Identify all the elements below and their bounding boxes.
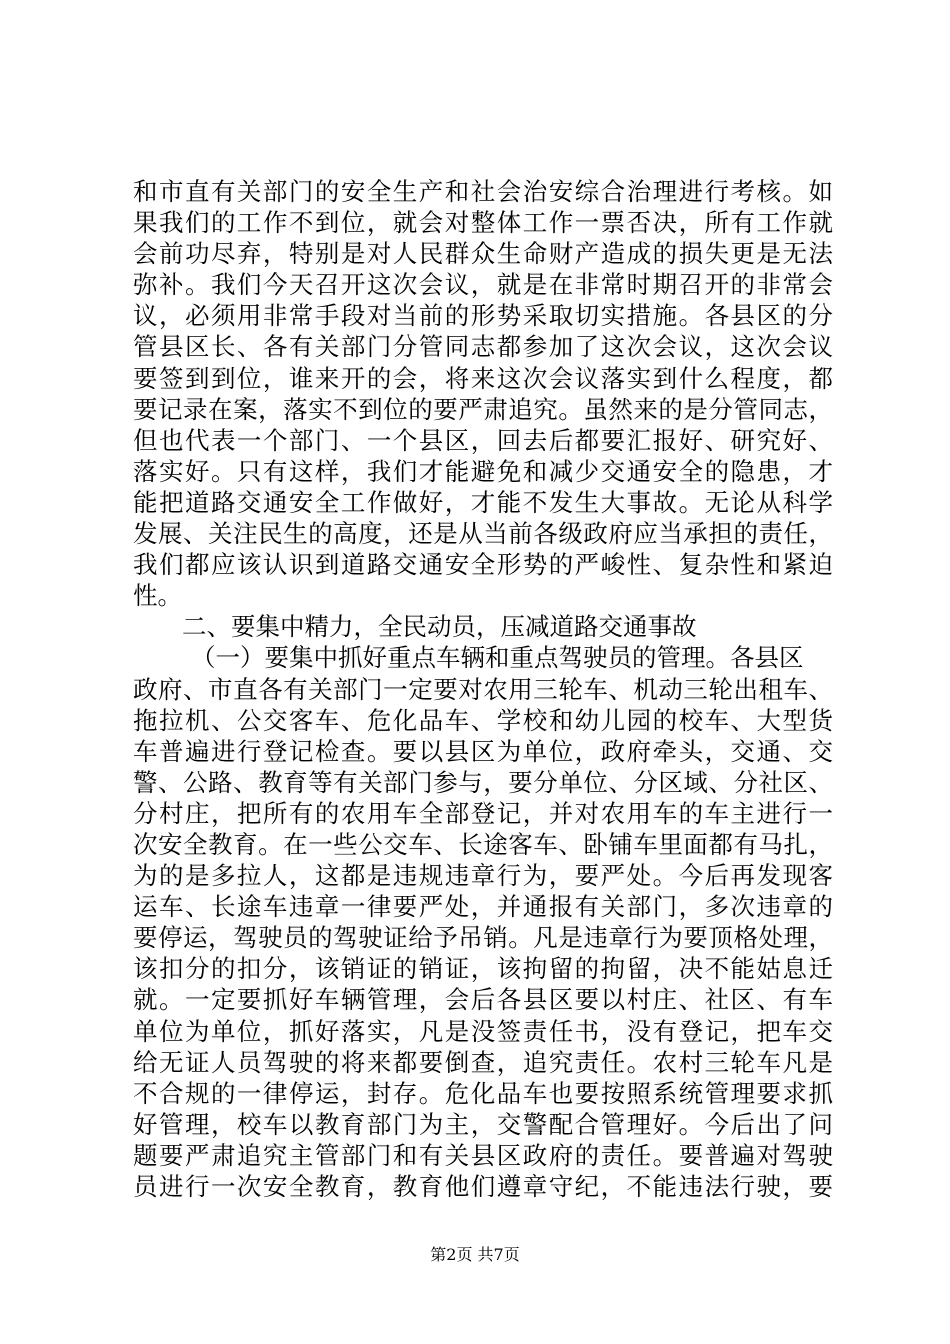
text-line: 要停运，驾驶员的驾驶证给予吊销。凡是违章行为要顶格处理，: [133, 923, 833, 953]
page-number-footer: 第2页 共7页: [430, 1245, 520, 1264]
text-line: 该扣分的扣分，该销证的销证，该拘留的拘留，决不能姑息迁: [133, 954, 833, 984]
text-line: 会前功尽弃，特别是对人民群众生命财产造成的损失更是无法: [133, 239, 833, 269]
text-line: 就。一定要抓好车辆管理，会后各县区要以村庄、社区、有车: [133, 985, 833, 1015]
text-line: 题要严肃追究主管部门和有关县区政府的责任。要普遍对驾驶: [133, 1140, 833, 1170]
text-line: 议，必须用非常手段对当前的形势采取切实措施。各县区的分: [133, 301, 833, 331]
text-line: 分村庄，把所有的农用车全部登记，并对农用车的车主进行一: [133, 798, 833, 828]
text-line: 车普遍进行登记检查。要以县区为单位，政府牵头，交通、交: [133, 736, 833, 766]
document-body: [133, 176, 833, 1202]
text-line: 性。: [133, 581, 182, 611]
text-line: 发展、关注民生的高度，还是从当前各级政府应当承担的责任，: [133, 519, 833, 549]
text-line: 不合规的一律停运，封存。危化品车也要按照系统管理要求抓: [133, 1078, 833, 1108]
text-line: 政府、市直各有关部门一定要对农用三轮车、机动三轮出租车、: [133, 674, 833, 704]
text-line: 要记录在案，落实不到位的要严肃追究。虽然来的是分管同志，: [133, 394, 833, 424]
text-line: 和市直有关部门的安全生产和社会治安综合治理进行考核。如: [133, 177, 833, 206]
text-line: 次安全教育。在一些公交车、长途客车、卧铺车里面都有马扎，: [133, 829, 833, 859]
text-line: 员进行一次安全教育，教育他们遵章守纪，不能违法行驶，要: [133, 1172, 833, 1201]
text-line: 要签到到位，谁来开的会，将来这次会议落实到什么程度，都: [133, 363, 833, 393]
text-line: 为的是多拉人，这都是违规违章行为，要严处。今后再发现客: [133, 861, 833, 891]
text-line: 拖拉机、公交客车、危化品车、学校和幼儿园的校车、大型货: [133, 705, 833, 735]
text-line: 我们都应该认识到道路交通安全形势的严峻性、复杂性和紧迫: [133, 550, 833, 580]
text-line: 能把道路交通安全工作做好，才能不发生大事故。无论从科学: [133, 487, 833, 517]
text-line: 弥补。我们今天召开这次会议，就是在非常时期召开的非常会: [133, 270, 833, 300]
text-line: 警、公路、教育等有关部门参与，要分单位、分区域、分社区、: [133, 767, 833, 797]
section-heading: 二、要集中精力，全民动员，压减道路交通事故: [182, 612, 697, 642]
subsection-heading-line: （一）要集中抓好重点车辆和重点驾驶员的管理。各县区: [191, 643, 804, 673]
text-line: 单位为单位，抓好落实，凡是没签责任书，没有登记，把车交: [133, 1016, 833, 1046]
text-line: 运车、长途车违章一律要严处，并通报有关部门，多次违章的: [133, 892, 833, 922]
text-line: 好管理，校车以教育部门为主，交警配合管理好。今后出了问: [133, 1109, 833, 1139]
text-line: 落实好。只有这样，我们才能避免和减少交通安全的隐患，才: [133, 456, 833, 486]
text-line: 但也代表一个部门、一个县区，回去后都要汇报好、研究好、: [133, 425, 833, 455]
text-line: 给无证人员驾驶的将来都要倒查，追究责任。农村三轮车凡是: [133, 1047, 833, 1077]
text-line: 管县区长、各有关部门分管同志都参加了这次会议，这次会议: [133, 332, 833, 362]
text-line: 果我们的工作不到位，就会对整体工作一票否决，所有工作就: [133, 208, 833, 238]
